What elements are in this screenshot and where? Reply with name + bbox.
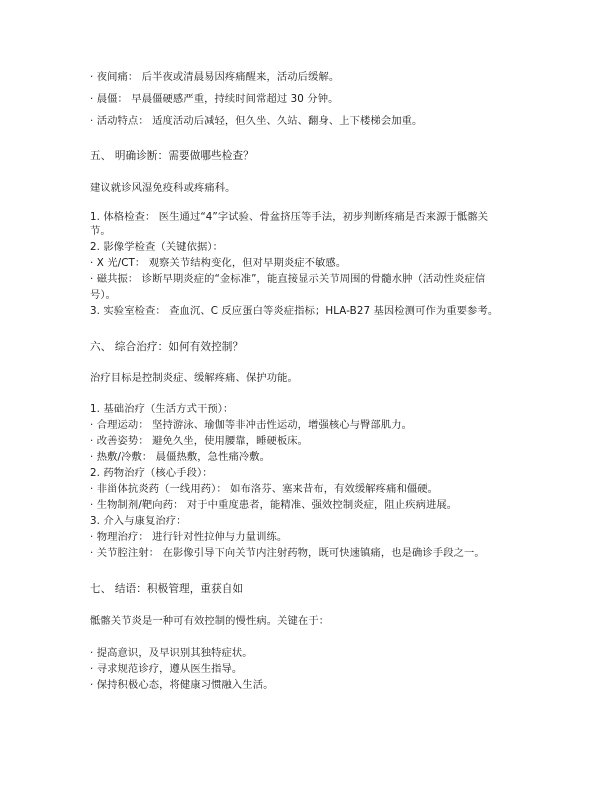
imaging-heading: 2. 影像学检查（关键依据）： [90, 241, 224, 253]
conclusion-awareness: · 提高意识，及早识别其独特症状。 [90, 647, 253, 659]
imaging-mri-line-2: 号）。 [90, 289, 117, 301]
symptom-night-pain: · 夜间痛： 后半夜或清晨易因疼痛醒来，活动后缓解。 [90, 71, 340, 83]
basic-treatment-heading: 1. 基础治疗（生活方式干预）： [90, 403, 234, 415]
drug-nsaids: · 非甾体抗炎药（一线用药）： 如布洛芬、塞来昔布，有效缓解疼痛和僵硬。 [90, 483, 439, 495]
conclusion-standard-care: · 寻求规范诊疗，遵从医生指导。 [90, 663, 243, 675]
symptom-morning-stiffness: · 晨僵： 早晨僵硬感严重，持续时间常超过 30 分钟。 [90, 93, 339, 105]
conclusion-intro: 骶髂关节炎是一种可有效控制的慢性病。关键在于： [90, 615, 330, 627]
basic-posture: · 改善姿势： 避免久坐，使用腰靠，睡硬板床。 [90, 435, 309, 447]
drug-treatment-heading: 2. 药物治疗（核心手段）： [90, 467, 213, 479]
physical-exam-line-2: 节。 [90, 225, 111, 237]
lab-tests: 3. 实验室检查： 查血沉、C 反应蛋白等炎症指标；HLA-B27 基因检测可作为重要参考。 [90, 305, 499, 317]
rehab-physio: · 物理治疗： 进行针对性拉伸与力量训练。 [90, 531, 288, 543]
section-heading-treatment: 六、 综合治疗：如何有效控制？ [90, 341, 244, 353]
basic-heat-cold: · 热敷/冷敷： 晨僵热敷，急性痛冷敷。 [90, 451, 271, 463]
rehab-heading: 3. 介入与康复治疗： [90, 515, 187, 527]
treatment-goal: 治疗目标是控制炎症、缓解疼痛、保护功能。 [90, 372, 298, 384]
diagnosis-intro: 建议就诊风湿免疫科或疼痛科。 [90, 182, 236, 194]
physical-exam-line-1: 1. 体格检查： 医生通过“4”字试验、骨盆挤压等手法，初步判断疼痛是否来源于骶髂关 [90, 211, 489, 223]
conclusion-attitude: · 保持积极心态，将健康习惯融入生活。 [90, 679, 274, 691]
rehab-injection: · 关节腔注射： 在影像引导下向关节内注射药物，既可快速镇痛，也是确诊手段之一。 [90, 547, 485, 559]
imaging-xray-ct: · X 光/CT： 观察关节结构变化，但对早期炎症不敏感。 [90, 257, 347, 269]
basic-exercise: · 合理运动： 坚持游泳、瑜伽等非冲击性运动，增强核心与臀部肌力。 [90, 419, 413, 431]
section-heading-diagnosis: 五、 明确诊断：需要做哪些检查？ [90, 150, 254, 162]
imaging-mri-line-1: · 磁共振： 诊断早期炎症的“金标准”，能直接显示关节周围的骨髓水肿（活动性炎症信 [90, 273, 486, 285]
drug-biologics: · 生物制剂/靶向药： 对于中重度患者，能精准、强效控制炎症，阻止疾病进展。 [90, 499, 458, 511]
section-heading-conclusion: 七、 结语：积极管理，重获自如 [90, 583, 244, 595]
symptom-activity: · 活动特点： 适度活动后减轻，但久坐、久站、翻身、上下楼梯会加重。 [90, 115, 423, 127]
